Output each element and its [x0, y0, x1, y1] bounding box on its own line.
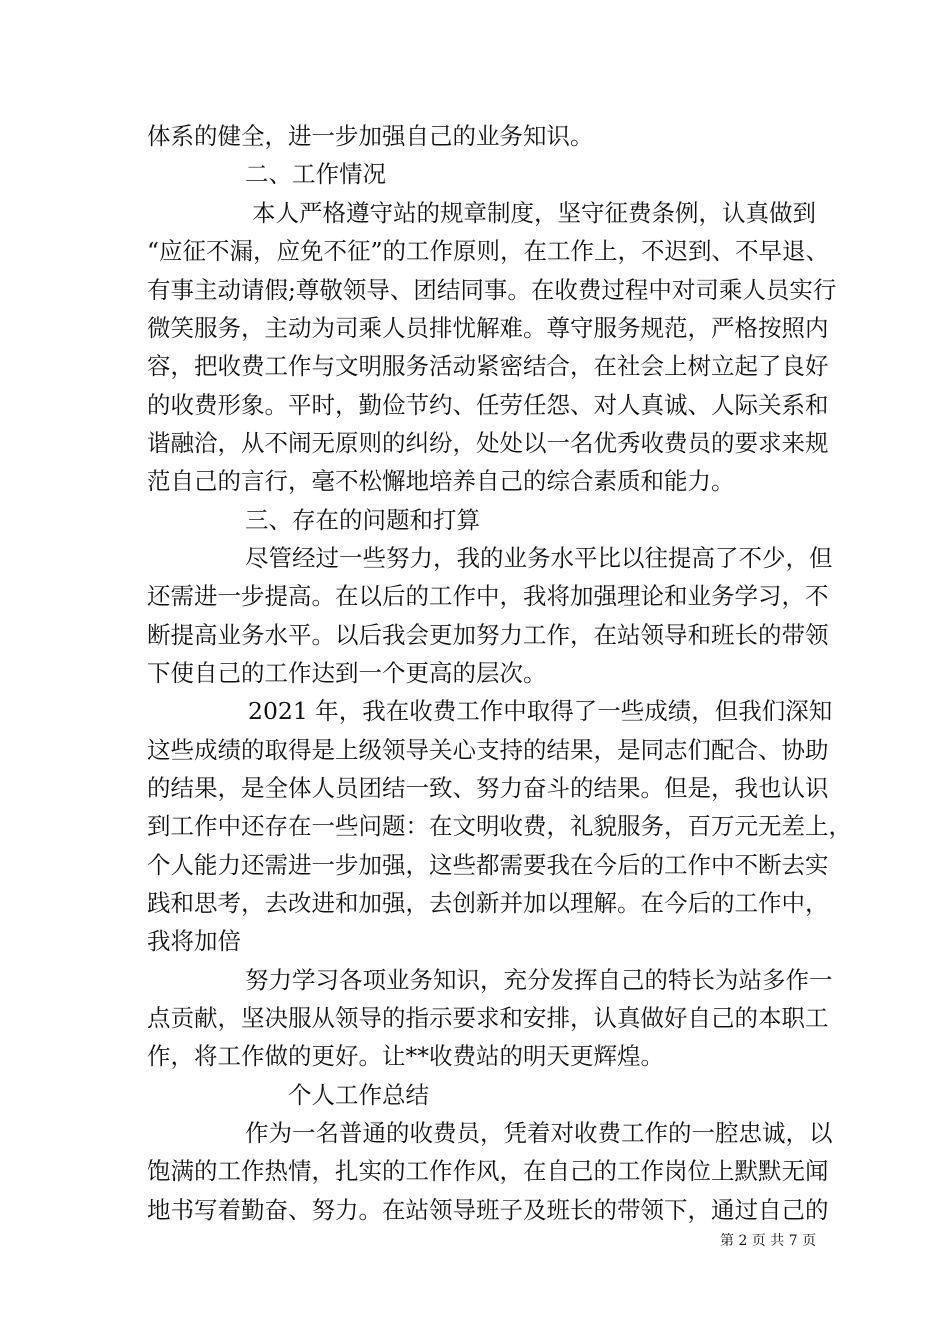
text-line: “应征不漏，应免不征”的工作原则，在工作上，不迟到、不早退、	[147, 237, 830, 265]
text-line: 个人能力还需进一步加强，这些都需要我在今后的工作中不断去实	[147, 851, 829, 879]
text-line: 点贡献，坚决服从领导的指示要求和安排，认真做好自己的本职工	[147, 1004, 829, 1032]
text-line: 地书写着勤奋、努力。在站领导班子及班长的带领下，通过自己的	[147, 1196, 829, 1224]
section-heading: 二、工作情况	[245, 160, 386, 188]
text-line: 到工作中还存在一些问题：在文明收费，礼貌服务，百万元无差上，	[147, 812, 852, 840]
text-line: 作为一名普通的收费员，凭着对收费工作的一腔忠诚，以	[245, 1119, 833, 1147]
text-line: 有事主动请假;尊敬领导、团结同事。在收费过程中对司乘人员实行	[147, 276, 837, 304]
text-line: 下使自己的工作达到一个更高的层次。	[147, 659, 547, 687]
text-line: 作，将工作做的更好。让**收费站的明天更辉煌。	[147, 1042, 664, 1070]
text-line: 践和思考，去改进和加强，去创新并加以理解。在今后的工作中，	[147, 889, 829, 917]
text-line: 断提高业务水平。以后我会更加努力工作，在站领导和班长的带领	[147, 621, 829, 649]
text-line: 这些成绩的取得是上级领导关心支持的结果，是同志们配合、协助	[147, 736, 829, 764]
text-line: 容，把收费工作与文明服务活动紧密结合，在社会上树立起了良好	[147, 352, 829, 380]
text-line: 2021 年，我在收费工作中取得了一些成绩，但我们深知	[248, 697, 833, 725]
text-line: 范自己的言行，毫不松懈地培养自己的综合素质和能力。	[147, 467, 735, 495]
text-line: 的收费形象。平时，勤俭节约、任劳任怨、对人真诚、人际关系和	[147, 391, 829, 419]
text-line: 尽管经过一些努力，我的业务水平比以往提高了不少，但	[245, 544, 833, 572]
text-line: 谐融洽，从不闹无原则的纠纷，处处以一名优秀收费员的要求来规	[147, 429, 829, 457]
text-line: 饱满的工作热情，扎实的工作作风，在自己的工作岗位上默默无闻	[147, 1157, 829, 1185]
section-heading: 个人工作总结	[288, 1081, 429, 1109]
text-line: 微笑服务，主动为司乘人员排忧解难。尊守服务规范，严格按照内	[147, 314, 829, 342]
text-line: 本人严格遵守站的规章制度，坚守征费条例，认真做到	[252, 199, 816, 227]
text-line: 体系的健全，进一步加强自己的业务知识。	[147, 122, 594, 150]
text-line: 的结果，是全体人员团结一致、努力奋斗的结果。但是，我也认识	[147, 774, 829, 802]
text-line: 努力学习各项业务知识，充分发挥自己的特长为站多作一	[245, 966, 833, 994]
section-heading: 三、存在的问题和打算	[245, 506, 480, 534]
text-line: 还需进一步提高。在以后的工作中，我将加强理论和业务学习，不	[147, 582, 829, 610]
page-number: 第 2 页 共 7 页	[720, 1233, 817, 1249]
text-line: 我将加倍	[147, 927, 241, 955]
